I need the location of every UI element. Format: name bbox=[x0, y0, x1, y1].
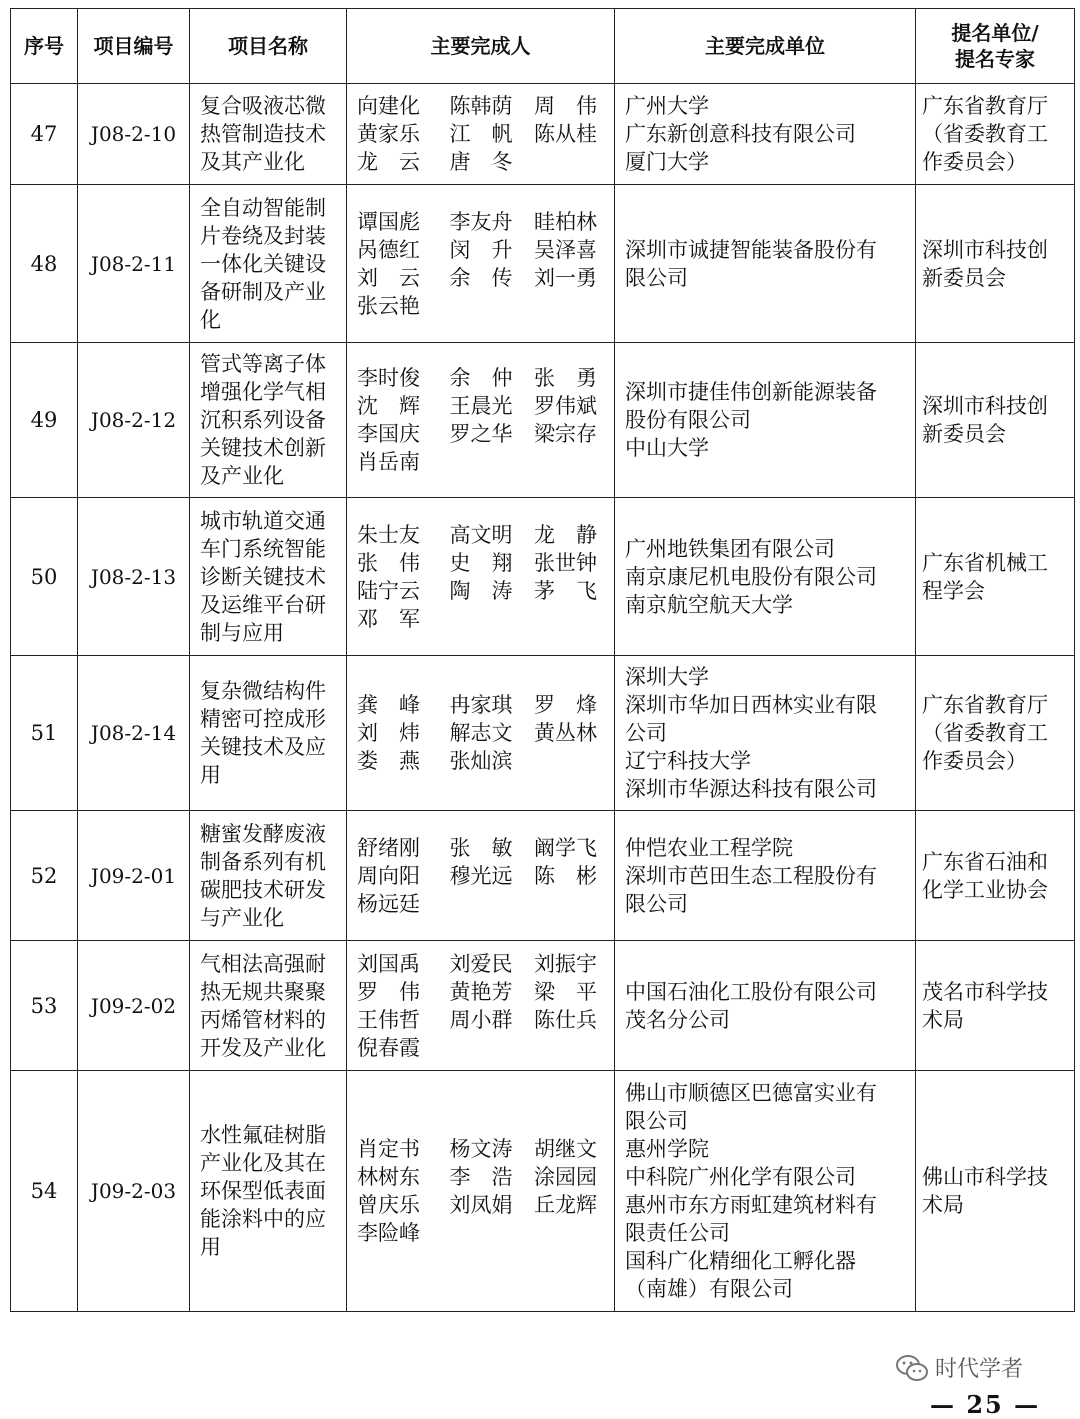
cell-project-name bbox=[190, 498, 347, 656]
cell-seq: 53 bbox=[11, 941, 78, 1071]
person-name: 江 帆 bbox=[449, 122, 513, 146]
header-seq: 序号 bbox=[11, 9, 78, 84]
people-line bbox=[357, 605, 604, 633]
person-name: 龚 峰 bbox=[357, 693, 420, 717]
nominator-line: 术局 bbox=[922, 1007, 964, 1032]
unit-line: 限公司 bbox=[625, 265, 688, 290]
project-name-line: 沉积系列设备 bbox=[200, 408, 326, 432]
people-line bbox=[357, 208, 604, 236]
nominator-line: 深圳市科技创 bbox=[922, 394, 1048, 418]
person-name: 沈 辉 bbox=[357, 394, 420, 418]
cell-units bbox=[615, 498, 916, 656]
person-name: 周向阳 bbox=[357, 863, 420, 888]
person-name: 张云艳 bbox=[357, 293, 420, 318]
project-name-line: 开发及产业化 bbox=[200, 1035, 326, 1060]
people-line bbox=[357, 549, 604, 577]
unit-line: 深圳大学 bbox=[625, 665, 709, 689]
person-name bbox=[534, 890, 604, 918]
unit-line: 深圳市诚捷智能装备股份有 bbox=[625, 237, 877, 262]
nominator-line: 广东省石油和 bbox=[922, 849, 1048, 874]
unit-line: 厦门大学 bbox=[625, 150, 709, 174]
project-name-line: 制与应用 bbox=[200, 620, 284, 645]
cell-project-name bbox=[190, 84, 347, 185]
person-name: 娄 燕 bbox=[357, 749, 420, 773]
cell-project-name bbox=[190, 941, 347, 1071]
person-name: 黄家乐 bbox=[357, 122, 420, 146]
project-name-line: 精密可控成形 bbox=[200, 707, 326, 731]
project-name-line: 糖蜜发酵废液 bbox=[200, 821, 326, 846]
header-row bbox=[11, 9, 1075, 84]
unit-line: 南京康尼机电股份有限公司 bbox=[625, 564, 877, 589]
cell-project-name bbox=[190, 1071, 347, 1312]
cell-code: J08-2-13 bbox=[78, 498, 190, 656]
cell-project-name bbox=[190, 656, 347, 811]
unit-line: 中科院广州化学有限公司 bbox=[625, 1165, 856, 1189]
person-name: 龙 云 bbox=[357, 150, 420, 174]
cell-seq: 52 bbox=[11, 811, 78, 941]
person-name: 李国庆 bbox=[357, 422, 420, 446]
person-name: 阚学飞 bbox=[534, 835, 597, 860]
cell-people bbox=[347, 811, 615, 941]
cell-units bbox=[615, 185, 916, 343]
person-name: 李 浩 bbox=[449, 1165, 513, 1189]
person-name bbox=[534, 605, 604, 633]
project-name-line: 及其产业化 bbox=[200, 150, 305, 174]
person-name: 史 翔 bbox=[449, 550, 513, 575]
people-line bbox=[357, 1219, 604, 1247]
people-line bbox=[357, 264, 604, 292]
unit-line: 股份有限公司 bbox=[625, 408, 751, 432]
person-name: 解志文 bbox=[449, 721, 513, 745]
table-row bbox=[11, 185, 1075, 343]
people-line bbox=[357, 834, 604, 862]
person-name: 呙德红 bbox=[357, 237, 420, 262]
cell-nominator bbox=[916, 498, 1075, 656]
project-name-line: 与产业化 bbox=[200, 905, 284, 930]
cell-nominator bbox=[916, 185, 1075, 343]
nominator-line: 新委员会 bbox=[922, 265, 1006, 290]
nominator-line: 茂名市科学技 bbox=[922, 979, 1048, 1004]
person-name bbox=[534, 448, 604, 476]
person-name bbox=[534, 148, 604, 176]
people-line bbox=[357, 978, 604, 1006]
header-people: 主要完成人 bbox=[347, 9, 615, 84]
project-name-line: 热管制造技术 bbox=[200, 122, 326, 146]
project-name-line: 复杂微结构件 bbox=[200, 679, 326, 703]
cell-nominator bbox=[916, 941, 1075, 1071]
cell-code: J09-2-01 bbox=[78, 811, 190, 941]
person-name bbox=[450, 605, 520, 633]
table-row bbox=[11, 811, 1075, 941]
person-name: 曾庆乐 bbox=[357, 1193, 420, 1217]
person-name: 梁 平 bbox=[534, 979, 597, 1004]
unit-line: 国科广化精细化工孵化器 bbox=[625, 1249, 856, 1273]
project-name-line: 用 bbox=[200, 763, 221, 787]
page-number: — 25 — bbox=[930, 1390, 1041, 1419]
person-name: 王晨光 bbox=[449, 394, 513, 418]
nominator-line: 作委员会） bbox=[922, 749, 1027, 773]
person-name: 穆光远 bbox=[449, 863, 513, 888]
person-name: 陈仕兵 bbox=[534, 1007, 597, 1032]
person-name: 陈 彬 bbox=[534, 863, 597, 888]
unit-line: 佛山市顺德区巴德富实业有 bbox=[625, 1081, 877, 1105]
person-name: 肖岳南 bbox=[357, 450, 420, 474]
cell-seq: 48 bbox=[11, 185, 78, 343]
header-name: 项目名称 bbox=[190, 9, 347, 84]
project-name-line: 环保型低表面 bbox=[200, 1179, 326, 1203]
unit-line: 中国石油化工股份有限公司 bbox=[625, 979, 877, 1004]
cell-units bbox=[615, 656, 916, 811]
person-name: 黄丛林 bbox=[534, 721, 597, 745]
people-line bbox=[357, 862, 604, 890]
nominator-line: 化学工业协会 bbox=[922, 877, 1048, 902]
person-name: 罗之华 bbox=[449, 422, 513, 446]
person-name: 周小群 bbox=[449, 1007, 513, 1032]
project-name-line: 水性氟硅树脂 bbox=[200, 1123, 326, 1147]
project-name-line: 制备系列有机 bbox=[200, 849, 326, 874]
people-line bbox=[357, 1034, 604, 1062]
person-name: 刘一勇 bbox=[534, 265, 597, 290]
person-name: 罗伟斌 bbox=[534, 394, 597, 418]
person-name: 舒绪刚 bbox=[357, 835, 420, 860]
unit-line: 限公司 bbox=[625, 1109, 688, 1133]
person-name: 刘爱民 bbox=[449, 951, 513, 976]
cell-nominator bbox=[916, 811, 1075, 941]
person-name: 李友舟 bbox=[449, 209, 513, 234]
people-line bbox=[357, 236, 604, 264]
person-name: 闵 升 bbox=[449, 237, 513, 262]
person-name: 刘凤娟 bbox=[449, 1193, 513, 1217]
person-name: 林树东 bbox=[357, 1165, 420, 1189]
cell-project-name bbox=[190, 811, 347, 941]
person-name: 向建化 bbox=[357, 94, 420, 118]
person-name bbox=[450, 292, 520, 320]
project-name-line: 车门系统智能 bbox=[200, 536, 326, 561]
table-body bbox=[11, 84, 1075, 1312]
people-line bbox=[357, 1163, 604, 1191]
person-name: 张 勇 bbox=[534, 366, 597, 390]
person-name: 唐 冬 bbox=[449, 150, 513, 174]
project-name-line: 用 bbox=[200, 1235, 221, 1259]
person-name: 高文明 bbox=[449, 522, 513, 547]
person-name: 陶 涛 bbox=[449, 578, 513, 603]
table-row bbox=[11, 656, 1075, 811]
person-name bbox=[450, 890, 520, 918]
awards-table bbox=[10, 8, 1075, 1312]
table-row bbox=[11, 498, 1075, 656]
nominator-line: 作委员会） bbox=[922, 150, 1027, 174]
person-name bbox=[450, 1034, 520, 1062]
cell-seq: 47 bbox=[11, 84, 78, 185]
people-line bbox=[357, 950, 604, 978]
nominator-line: 广东省教育厅 bbox=[922, 693, 1048, 717]
table-row bbox=[11, 941, 1075, 1071]
nominator-line: 深圳市科技创 bbox=[922, 237, 1048, 262]
cell-code: J08-2-14 bbox=[78, 656, 190, 811]
project-name-line: 热无规共聚聚 bbox=[200, 979, 326, 1004]
unit-line: 公司 bbox=[625, 721, 667, 745]
nominator-line: 新委员会 bbox=[922, 422, 1006, 446]
person-name: 茅 飞 bbox=[534, 578, 597, 603]
person-name: 余 仲 bbox=[449, 366, 513, 390]
unit-line: 深圳市华源达科技有限公司 bbox=[625, 777, 877, 801]
person-name: 刘 炜 bbox=[357, 721, 420, 745]
unit-line: 深圳市芭田生态工程股份有 bbox=[625, 863, 877, 888]
cell-people bbox=[347, 656, 615, 811]
cell-units bbox=[615, 811, 916, 941]
project-name-line: 一体化关键设 bbox=[200, 251, 326, 276]
project-name-line: 及运维平台研 bbox=[200, 592, 326, 617]
project-name-line: 增强化学气相 bbox=[200, 380, 326, 404]
person-name: 罗 烽 bbox=[534, 693, 597, 717]
person-name bbox=[534, 1034, 604, 1062]
project-name-line: 关键技术及应 bbox=[200, 735, 326, 759]
unit-line: 限公司 bbox=[625, 891, 688, 916]
person-name: 余 传 bbox=[449, 265, 513, 290]
unit-line: 深圳市华加日西林实业有限 bbox=[625, 693, 877, 717]
person-name: 张世钟 bbox=[534, 550, 597, 575]
unit-line: 南京航空航天大学 bbox=[625, 592, 793, 617]
cell-nominator bbox=[916, 1071, 1075, 1312]
person-name: 王伟哲 bbox=[357, 1007, 420, 1032]
person-name: 眭柏林 bbox=[534, 209, 597, 234]
person-name: 梁宗存 bbox=[534, 422, 597, 446]
unit-line: 广州大学 bbox=[625, 94, 709, 118]
cell-seq: 50 bbox=[11, 498, 78, 656]
person-name: 谭国彪 bbox=[357, 209, 420, 234]
project-name-line: 管式等离子体 bbox=[200, 352, 326, 376]
person-name: 涂园园 bbox=[534, 1165, 597, 1189]
people-line bbox=[357, 120, 604, 148]
person-name: 黄艳芳 bbox=[449, 979, 513, 1004]
unit-line: （南雄）有限公司 bbox=[625, 1277, 793, 1301]
people-line bbox=[357, 364, 604, 392]
person-name: 李时俊 bbox=[357, 366, 420, 390]
project-name-line: 丙烯管材料的 bbox=[200, 1007, 326, 1032]
cell-people bbox=[347, 1071, 615, 1312]
watermark-text: 时代学者 bbox=[935, 1357, 1024, 1382]
person-name: 刘振宇 bbox=[534, 951, 597, 976]
cell-units bbox=[615, 84, 916, 185]
unit-line: 惠州学院 bbox=[625, 1137, 709, 1161]
project-name-line: 及产业化 bbox=[200, 464, 284, 488]
cell-nominator bbox=[916, 656, 1075, 811]
nominator-line: 广东省机械工 bbox=[922, 550, 1048, 575]
cell-nominator bbox=[916, 343, 1075, 498]
cell-code: J08-2-10 bbox=[78, 84, 190, 185]
person-name: 倪春霞 bbox=[357, 1035, 420, 1060]
cell-project-name bbox=[190, 343, 347, 498]
unit-line: 仲恺农业工程学院 bbox=[625, 835, 793, 860]
unit-line: 辽宁科技大学 bbox=[625, 749, 751, 773]
project-name-line: 气相法高强耐 bbox=[200, 951, 326, 976]
people-line bbox=[357, 747, 604, 775]
people-line bbox=[357, 719, 604, 747]
unit-line: 广州地铁集团有限公司 bbox=[625, 536, 835, 561]
header-nominator-line1: 提名单位/ bbox=[951, 21, 1039, 45]
people-line bbox=[357, 92, 604, 120]
person-name: 冉家琪 bbox=[449, 693, 513, 717]
cell-code: J08-2-11 bbox=[78, 185, 190, 343]
unit-line: 惠州市东方雨虹建筑材料有 bbox=[625, 1193, 877, 1217]
person-name: 张 伟 bbox=[357, 550, 420, 575]
person-name: 陈韩荫 bbox=[449, 94, 513, 118]
cell-code: J09-2-03 bbox=[78, 1071, 190, 1312]
table-row bbox=[11, 84, 1075, 185]
person-name bbox=[450, 1219, 520, 1247]
person-name: 朱士友 bbox=[357, 522, 420, 547]
person-name: 刘 云 bbox=[357, 265, 420, 290]
person-name: 周 伟 bbox=[534, 94, 597, 118]
people-line bbox=[357, 521, 604, 549]
person-name bbox=[534, 1219, 604, 1247]
person-name bbox=[534, 747, 604, 775]
project-name-line: 化 bbox=[200, 307, 221, 332]
cell-units bbox=[615, 1071, 916, 1312]
project-name-line: 碳肥技术研发 bbox=[200, 877, 326, 902]
cell-seq: 49 bbox=[11, 343, 78, 498]
person-name: 杨远廷 bbox=[357, 891, 420, 916]
person-name: 丘龙辉 bbox=[534, 1193, 597, 1217]
cell-nominator bbox=[916, 84, 1075, 185]
project-name-line: 片卷绕及封装 bbox=[200, 223, 326, 248]
person-name: 罗 伟 bbox=[357, 979, 420, 1004]
cell-code: J08-2-12 bbox=[78, 343, 190, 498]
nominator-line: 佛山市科学技 bbox=[922, 1165, 1048, 1189]
cell-code: J09-2-02 bbox=[78, 941, 190, 1071]
table-row bbox=[11, 1071, 1075, 1312]
wechat-icon bbox=[895, 1353, 929, 1383]
unit-line: 深圳市捷佳伟创新能源装备 bbox=[625, 380, 877, 404]
header-nominator-line2: 提名专家 bbox=[955, 47, 1035, 71]
project-name-line: 诊断关键技术 bbox=[200, 564, 326, 589]
person-name: 刘国禹 bbox=[357, 951, 420, 976]
cell-units bbox=[615, 941, 916, 1071]
person-name: 邓 军 bbox=[357, 606, 420, 631]
cell-units bbox=[615, 343, 916, 498]
person-name: 胡继文 bbox=[534, 1137, 597, 1161]
header-nominator bbox=[916, 9, 1075, 84]
people-line bbox=[357, 420, 604, 448]
cell-people bbox=[347, 941, 615, 1071]
nominator-line: （省委教育工 bbox=[922, 721, 1048, 745]
watermark bbox=[895, 1352, 1023, 1383]
cell-project-name bbox=[190, 185, 347, 343]
project-name-line: 关键技术创新 bbox=[200, 436, 326, 460]
header-code: 项目编号 bbox=[78, 9, 190, 84]
nominator-line: 广东省教育厅 bbox=[922, 94, 1048, 118]
cell-seq: 51 bbox=[11, 656, 78, 811]
project-name-line: 城市轨道交通 bbox=[200, 508, 326, 533]
people-line bbox=[357, 890, 604, 918]
project-name-line: 产业化及其在 bbox=[200, 1151, 326, 1175]
unit-line: 中山大学 bbox=[625, 436, 709, 460]
cell-people bbox=[347, 343, 615, 498]
unit-line: 广东新创意科技有限公司 bbox=[625, 122, 856, 146]
nominator-line: 术局 bbox=[922, 1193, 964, 1217]
people-line bbox=[357, 1006, 604, 1034]
person-name: 杨文涛 bbox=[449, 1137, 513, 1161]
person-name: 陈从桂 bbox=[534, 122, 597, 146]
person-name: 陆宁云 bbox=[357, 578, 420, 603]
project-name-line: 能涂料中的应 bbox=[200, 1207, 326, 1231]
cell-seq: 54 bbox=[11, 1071, 78, 1312]
people-line bbox=[357, 448, 604, 476]
unit-line: 茂名分公司 bbox=[625, 1007, 730, 1032]
cell-people bbox=[347, 185, 615, 343]
project-name-line: 全自动智能制 bbox=[200, 195, 326, 220]
person-name: 李险峰 bbox=[357, 1221, 420, 1245]
person-name bbox=[534, 292, 604, 320]
header-units: 主要完成单位 bbox=[615, 9, 916, 84]
person-name: 肖定书 bbox=[357, 1137, 420, 1161]
people-line bbox=[357, 392, 604, 420]
people-line bbox=[357, 292, 604, 320]
people-line bbox=[357, 148, 604, 176]
cell-people bbox=[347, 84, 615, 185]
project-name-line: 备研制及产业 bbox=[200, 279, 326, 304]
nominator-line: 程学会 bbox=[922, 578, 985, 603]
project-name-line: 复合吸液芯微 bbox=[200, 94, 326, 118]
person-name: 张 敏 bbox=[449, 835, 513, 860]
person-name: 吴泽喜 bbox=[534, 237, 597, 262]
people-line bbox=[357, 577, 604, 605]
person-name: 张灿滨 bbox=[449, 749, 513, 773]
person-name bbox=[450, 448, 520, 476]
people-line bbox=[357, 691, 604, 719]
unit-line: 限责任公司 bbox=[625, 1221, 730, 1245]
table-row bbox=[11, 343, 1075, 498]
people-line bbox=[357, 1135, 604, 1163]
nominator-line: （省委教育工 bbox=[922, 122, 1048, 146]
people-line bbox=[357, 1191, 604, 1219]
cell-people bbox=[347, 498, 615, 656]
person-name: 龙 静 bbox=[534, 522, 597, 547]
